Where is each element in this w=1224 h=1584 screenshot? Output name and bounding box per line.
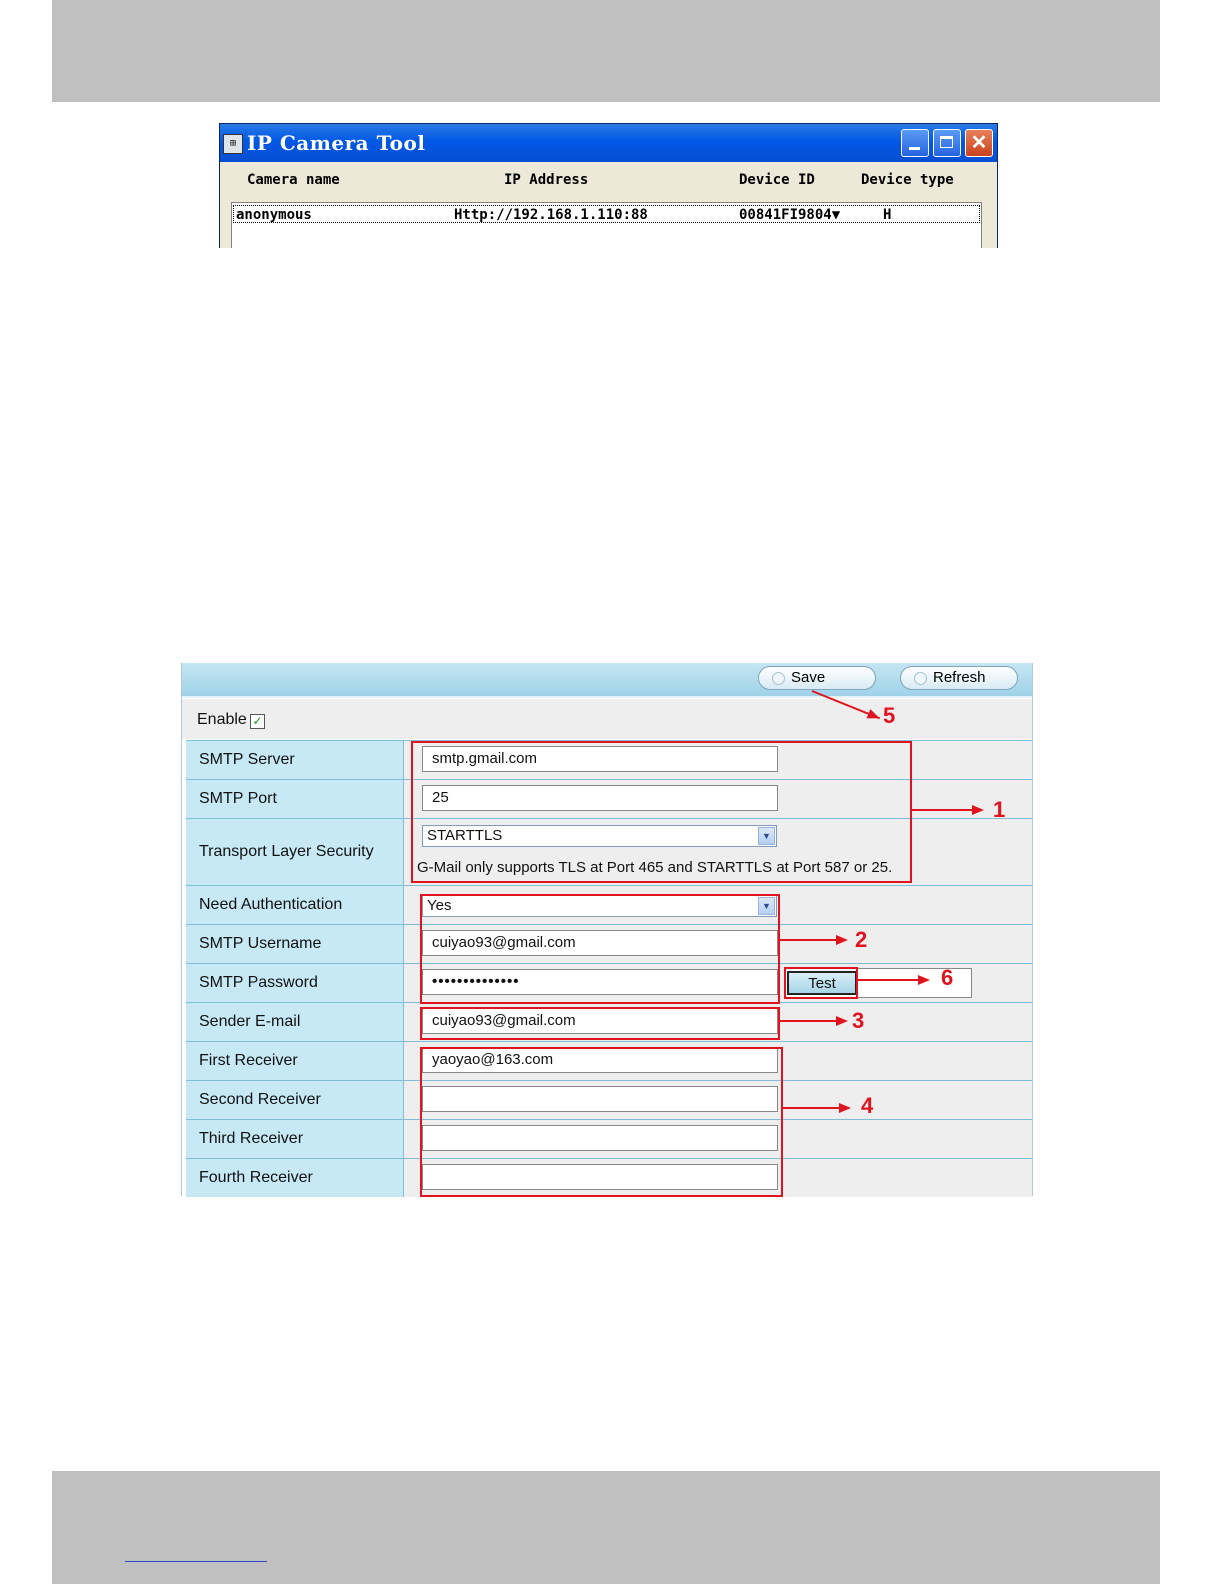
enable-row [182, 699, 1032, 739]
tls-hint: G-Mail only supports TLS at Port 465 and STARTTLS at Port 587 or 25. [417, 859, 893, 876]
callout-number-1: 1 [993, 797, 1006, 822]
callout-box-1 [411, 741, 912, 883]
arrow-right-icon [836, 935, 848, 945]
tls-label: Transport Layer Security [199, 843, 374, 860]
arrow-right-icon [972, 805, 984, 815]
window-title: IP Camera Tool [247, 131, 426, 155]
page-header-band [52, 0, 1160, 102]
need-auth-label: Need Authentication [199, 896, 343, 913]
close-button[interactable] [965, 129, 993, 157]
app-icon: ⊞ [223, 134, 243, 154]
column-header-camera-name[interactable]: Camera name [247, 172, 340, 188]
smtp-server-label: SMTP Server [199, 751, 295, 768]
refresh-label: Refresh [933, 669, 986, 686]
arrow-right-icon [918, 975, 930, 985]
maximize-icon [940, 136, 953, 148]
callout-box-4 [420, 1047, 783, 1197]
column-header-ip-address[interactable]: IP Address [504, 172, 589, 188]
callout-box-2 [420, 894, 780, 1004]
callout-number-5: 5 [883, 703, 896, 728]
first-receiver-input[interactable]: yaoyao@163.com [422, 1047, 778, 1073]
third-receiver-label: Third Receiver [199, 1130, 304, 1147]
arrow-right-icon [839, 1103, 851, 1113]
cell-ip-address: Http://192.168.1.110:88 [454, 207, 648, 223]
cell-camera-name: anonymous [236, 207, 312, 223]
ip-camera-tool-window [219, 123, 998, 248]
cell-device-id: 00841FI9804▼ [739, 207, 841, 223]
callout-number-6: 6 [941, 965, 954, 990]
footer-link[interactable] [125, 1561, 267, 1562]
save-radio-icon [772, 672, 785, 685]
column-header-device-type[interactable]: Device type [861, 172, 954, 188]
cell-device-type: H [883, 207, 892, 223]
save-label: Save [791, 669, 826, 686]
smtp-password-label: SMTP Password [199, 974, 318, 991]
maximize-button[interactable] [933, 129, 961, 157]
arrow-right-icon [836, 1016, 848, 1026]
smtp-port-input[interactable]: 25 [422, 785, 778, 811]
callout-arrow-4 [782, 1107, 840, 1109]
callout-arrow-1 [912, 809, 974, 811]
column-header-device-id[interactable]: Device ID [739, 172, 815, 188]
first-receiver-label: First Receiver [199, 1052, 298, 1069]
smtp-port-label: SMTP Port [199, 790, 277, 807]
refresh-radio-icon [914, 672, 927, 685]
smtp-server-input[interactable]: smtp.gmail.com [422, 746, 778, 772]
toolbar [182, 663, 1032, 698]
camera-list [231, 202, 982, 248]
smtp-username-input[interactable]: cuiyao93@gmail.com [422, 930, 778, 956]
callout-arrow-2 [779, 939, 837, 941]
need-auth-select-value: Yes [427, 897, 452, 914]
save-button[interactable] [758, 666, 876, 690]
callout-arrow-3 [779, 1020, 837, 1022]
window-title-bar[interactable] [220, 124, 997, 162]
minimize-icon [909, 147, 920, 150]
callout-number-3: 3 [852, 1008, 865, 1033]
smtp-username-label: SMTP Username [199, 935, 322, 952]
close-icon: ✕ [970, 132, 988, 154]
test-button[interactable]: Test [787, 971, 857, 995]
smtp-password-input[interactable]: •••••••••••••• [422, 969, 778, 995]
callout-box-6 [784, 967, 858, 999]
fourth-receiver-label: Fourth Receiver [199, 1169, 313, 1186]
chevron-down-icon[interactable]: ▼ [758, 827, 775, 845]
second-receiver-label: Second Receiver [199, 1091, 321, 1108]
callout-box-3 [420, 1007, 780, 1040]
sender-email-input[interactable]: cuiyao93@gmail.com [422, 1008, 778, 1034]
table-row[interactable] [233, 205, 980, 223]
callout-number-2: 2 [855, 927, 868, 952]
callout-number-4: 4 [861, 1093, 874, 1118]
refresh-button[interactable] [900, 666, 1018, 690]
enable-label: Enable [197, 711, 247, 728]
callout-arrow-6 [857, 979, 919, 981]
minimize-button[interactable] [901, 129, 929, 157]
tls-select-value: STARTTLS [427, 827, 503, 844]
page-footer-band [52, 1471, 1160, 1584]
enable-checkbox[interactable]: ✓ [250, 714, 265, 729]
sender-email-label: Sender E-mail [199, 1013, 301, 1030]
chevron-down-icon[interactable]: ▼ [758, 897, 775, 915]
